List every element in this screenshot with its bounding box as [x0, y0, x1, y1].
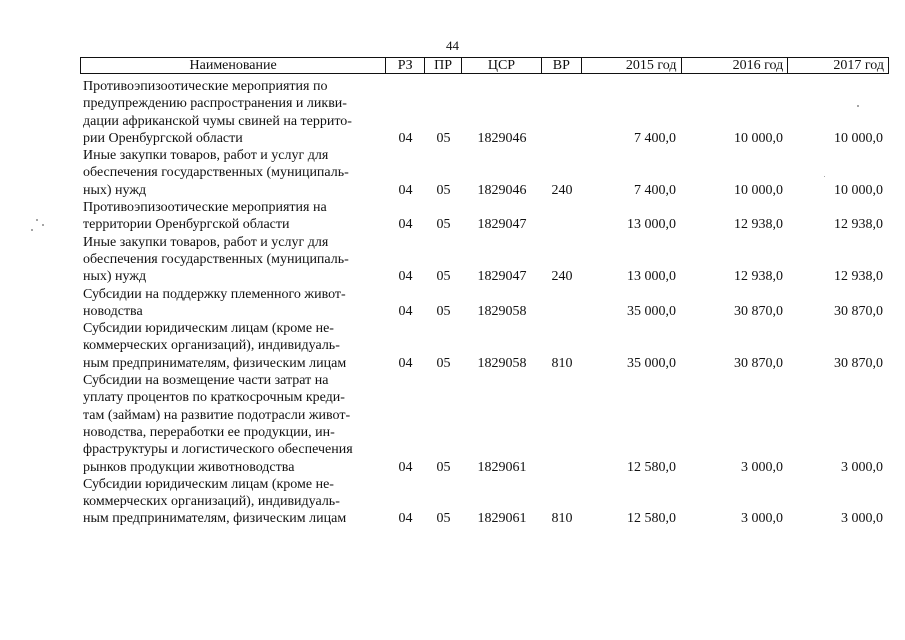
- cell-rz: 04: [398, 511, 413, 527]
- row-name-line: рии Оренбургской области: [83, 130, 243, 146]
- table-body: [80, 78, 889, 528]
- cell-y2017: 10 000,0: [834, 130, 883, 146]
- header-csr: ЦСР: [462, 58, 542, 73]
- header-name: Наименование: [81, 58, 386, 73]
- scan-speck: [36, 219, 38, 221]
- cell-pr: 05: [436, 459, 451, 475]
- cell-csr: 1829047: [477, 269, 527, 285]
- scan-speck: [824, 176, 825, 177]
- cell-csr: 1829047: [477, 217, 527, 233]
- row-name-line: коммерческих организаций), индивидуаль-: [83, 338, 340, 354]
- cell-csr: 1829046: [477, 182, 527, 198]
- cell-y2017: 12 938,0: [834, 269, 883, 285]
- cell-y2017: 30 870,0: [834, 303, 883, 319]
- row-name-line: Иные закупки товаров, работ и услуг для: [83, 234, 329, 250]
- cell-csr: 1829046: [477, 130, 527, 146]
- row-name-line: обеспечения государственных (муниципаль-: [83, 251, 349, 267]
- cell-y2016: 10 000,0: [734, 182, 783, 198]
- table-row: [80, 286, 889, 321]
- row-name-line: территории Оренбургской области: [83, 217, 290, 233]
- cell-y2015: 35 000,0: [627, 303, 676, 319]
- cell-y2015: 35 000,0: [627, 355, 676, 371]
- row-name-line: ных) нужд: [83, 269, 147, 285]
- row-name-line: Противоэпизоотические мероприятия по: [83, 79, 328, 94]
- cell-vr: 240: [551, 269, 573, 285]
- cell-rz: 04: [398, 459, 413, 475]
- header-vr: ВР: [542, 58, 582, 73]
- cell-pr: 05: [436, 130, 451, 146]
- cell-csr: 1829061: [477, 459, 527, 475]
- cell-y2015: 12 580,0: [627, 511, 676, 527]
- cell-y2015: 13 000,0: [627, 217, 676, 233]
- row-name-line: уплату процентов по краткосрочным креди-: [83, 390, 345, 406]
- cell-csr: 1829058: [477, 303, 527, 319]
- cell-y2015: 7 400,0: [634, 182, 676, 198]
- row-name-line: Субсидии юридическим лицам (кроме не-: [83, 476, 334, 492]
- cell-rz: 04: [398, 217, 413, 233]
- cell-pr: 05: [436, 511, 451, 527]
- row-name-line: дации африканской чумы свиней на террито-: [83, 113, 352, 129]
- cell-y2016: 12 938,0: [734, 217, 783, 233]
- cell-pr: 05: [436, 217, 451, 233]
- cell-pr: 05: [436, 303, 451, 319]
- cell-csr: 1829058: [477, 355, 527, 371]
- row-name-line: Субсидии юридическим лицам (кроме не-: [83, 321, 334, 337]
- row-name: [80, 372, 386, 476]
- row-name: [80, 78, 386, 147]
- row-name-line: Субсидии на поддержку племенного живот-: [83, 286, 346, 302]
- row-name: [80, 320, 386, 372]
- header-pr: ПР: [425, 58, 462, 73]
- row-name-line: там (займам) на развитие подотрасли живот-: [83, 407, 351, 423]
- scan-speck: [42, 224, 44, 226]
- table-row: [80, 234, 889, 286]
- cell-y2017: 3 000,0: [841, 459, 883, 475]
- header-2015: 2015 год: [582, 58, 682, 73]
- cell-pr: 05: [436, 269, 451, 285]
- cell-y2016: 12 938,0: [734, 269, 783, 285]
- table-row: [80, 78, 889, 147]
- cell-y2016: 10 000,0: [734, 130, 783, 146]
- table-row: [80, 199, 889, 234]
- cell-rz: 04: [398, 130, 413, 146]
- row-name-line: новодства: [83, 303, 143, 319]
- cell-y2016: 30 870,0: [734, 355, 783, 371]
- cell-vr: 240: [551, 182, 573, 198]
- header-rz: РЗ: [386, 58, 425, 73]
- row-name-line: ным предпринимателям, физическим лицам: [83, 511, 347, 527]
- row-name-line: новодства, переработки ее продукции, ин-: [83, 424, 335, 440]
- row-name-line: предупреждению распространения и ликви-: [83, 96, 347, 112]
- cell-y2017: 10 000,0: [834, 182, 883, 198]
- cell-vr: 810: [551, 511, 573, 527]
- cell-pr: 05: [436, 182, 451, 198]
- page-number: 44: [446, 38, 459, 53]
- row-name: [80, 476, 386, 528]
- table-row: [80, 476, 889, 528]
- table-header: [80, 57, 889, 74]
- row-name-line: фраструктуры и логистического обеспечения: [83, 442, 353, 458]
- row-name-line: ных) нужд: [83, 182, 147, 198]
- row-name: [80, 147, 386, 199]
- scan-speck: [31, 229, 33, 231]
- row-name: [80, 199, 386, 234]
- row-name: [80, 234, 386, 286]
- row-name-line: рынков продукции животноводства: [83, 459, 295, 475]
- cell-y2016: 30 870,0: [734, 303, 783, 319]
- header-2017: 2017 год: [833, 58, 884, 73]
- cell-pr: 05: [436, 355, 451, 371]
- row-name-line: коммерческих организаций), индивидуаль-: [83, 494, 340, 510]
- row-name: [80, 286, 386, 321]
- cell-rz: 04: [398, 182, 413, 198]
- row-name-line: ным предпринимателям, физическим лицам: [83, 355, 347, 371]
- cell-y2017: 30 870,0: [834, 355, 883, 371]
- cell-y2015: 7 400,0: [634, 130, 676, 146]
- header-2016: 2016 год: [682, 58, 789, 73]
- row-name-line: Иные закупки товаров, работ и услуг для: [83, 148, 329, 164]
- cell-rz: 04: [398, 269, 413, 285]
- cell-csr: 1829061: [477, 511, 527, 527]
- row-name-line: Субсидии на возмещение части затрат на: [83, 373, 329, 389]
- table-row: [80, 320, 889, 372]
- table-row: [80, 372, 889, 476]
- row-name-line: Противоэпизоотические мероприятия на: [83, 200, 327, 216]
- scan-speck: [857, 105, 859, 107]
- cell-y2015: 13 000,0: [627, 269, 676, 285]
- row-name-line: обеспечения государственных (муниципаль-: [83, 165, 349, 181]
- cell-rz: 04: [398, 355, 413, 371]
- cell-y2017: 3 000,0: [841, 511, 883, 527]
- cell-y2015: 12 580,0: [627, 459, 676, 475]
- cell-rz: 04: [398, 303, 413, 319]
- cell-y2016: 3 000,0: [741, 511, 783, 527]
- table-row: [80, 147, 889, 199]
- cell-y2016: 3 000,0: [741, 459, 783, 475]
- cell-y2017: 12 938,0: [834, 217, 883, 233]
- cell-vr: 810: [551, 355, 573, 371]
